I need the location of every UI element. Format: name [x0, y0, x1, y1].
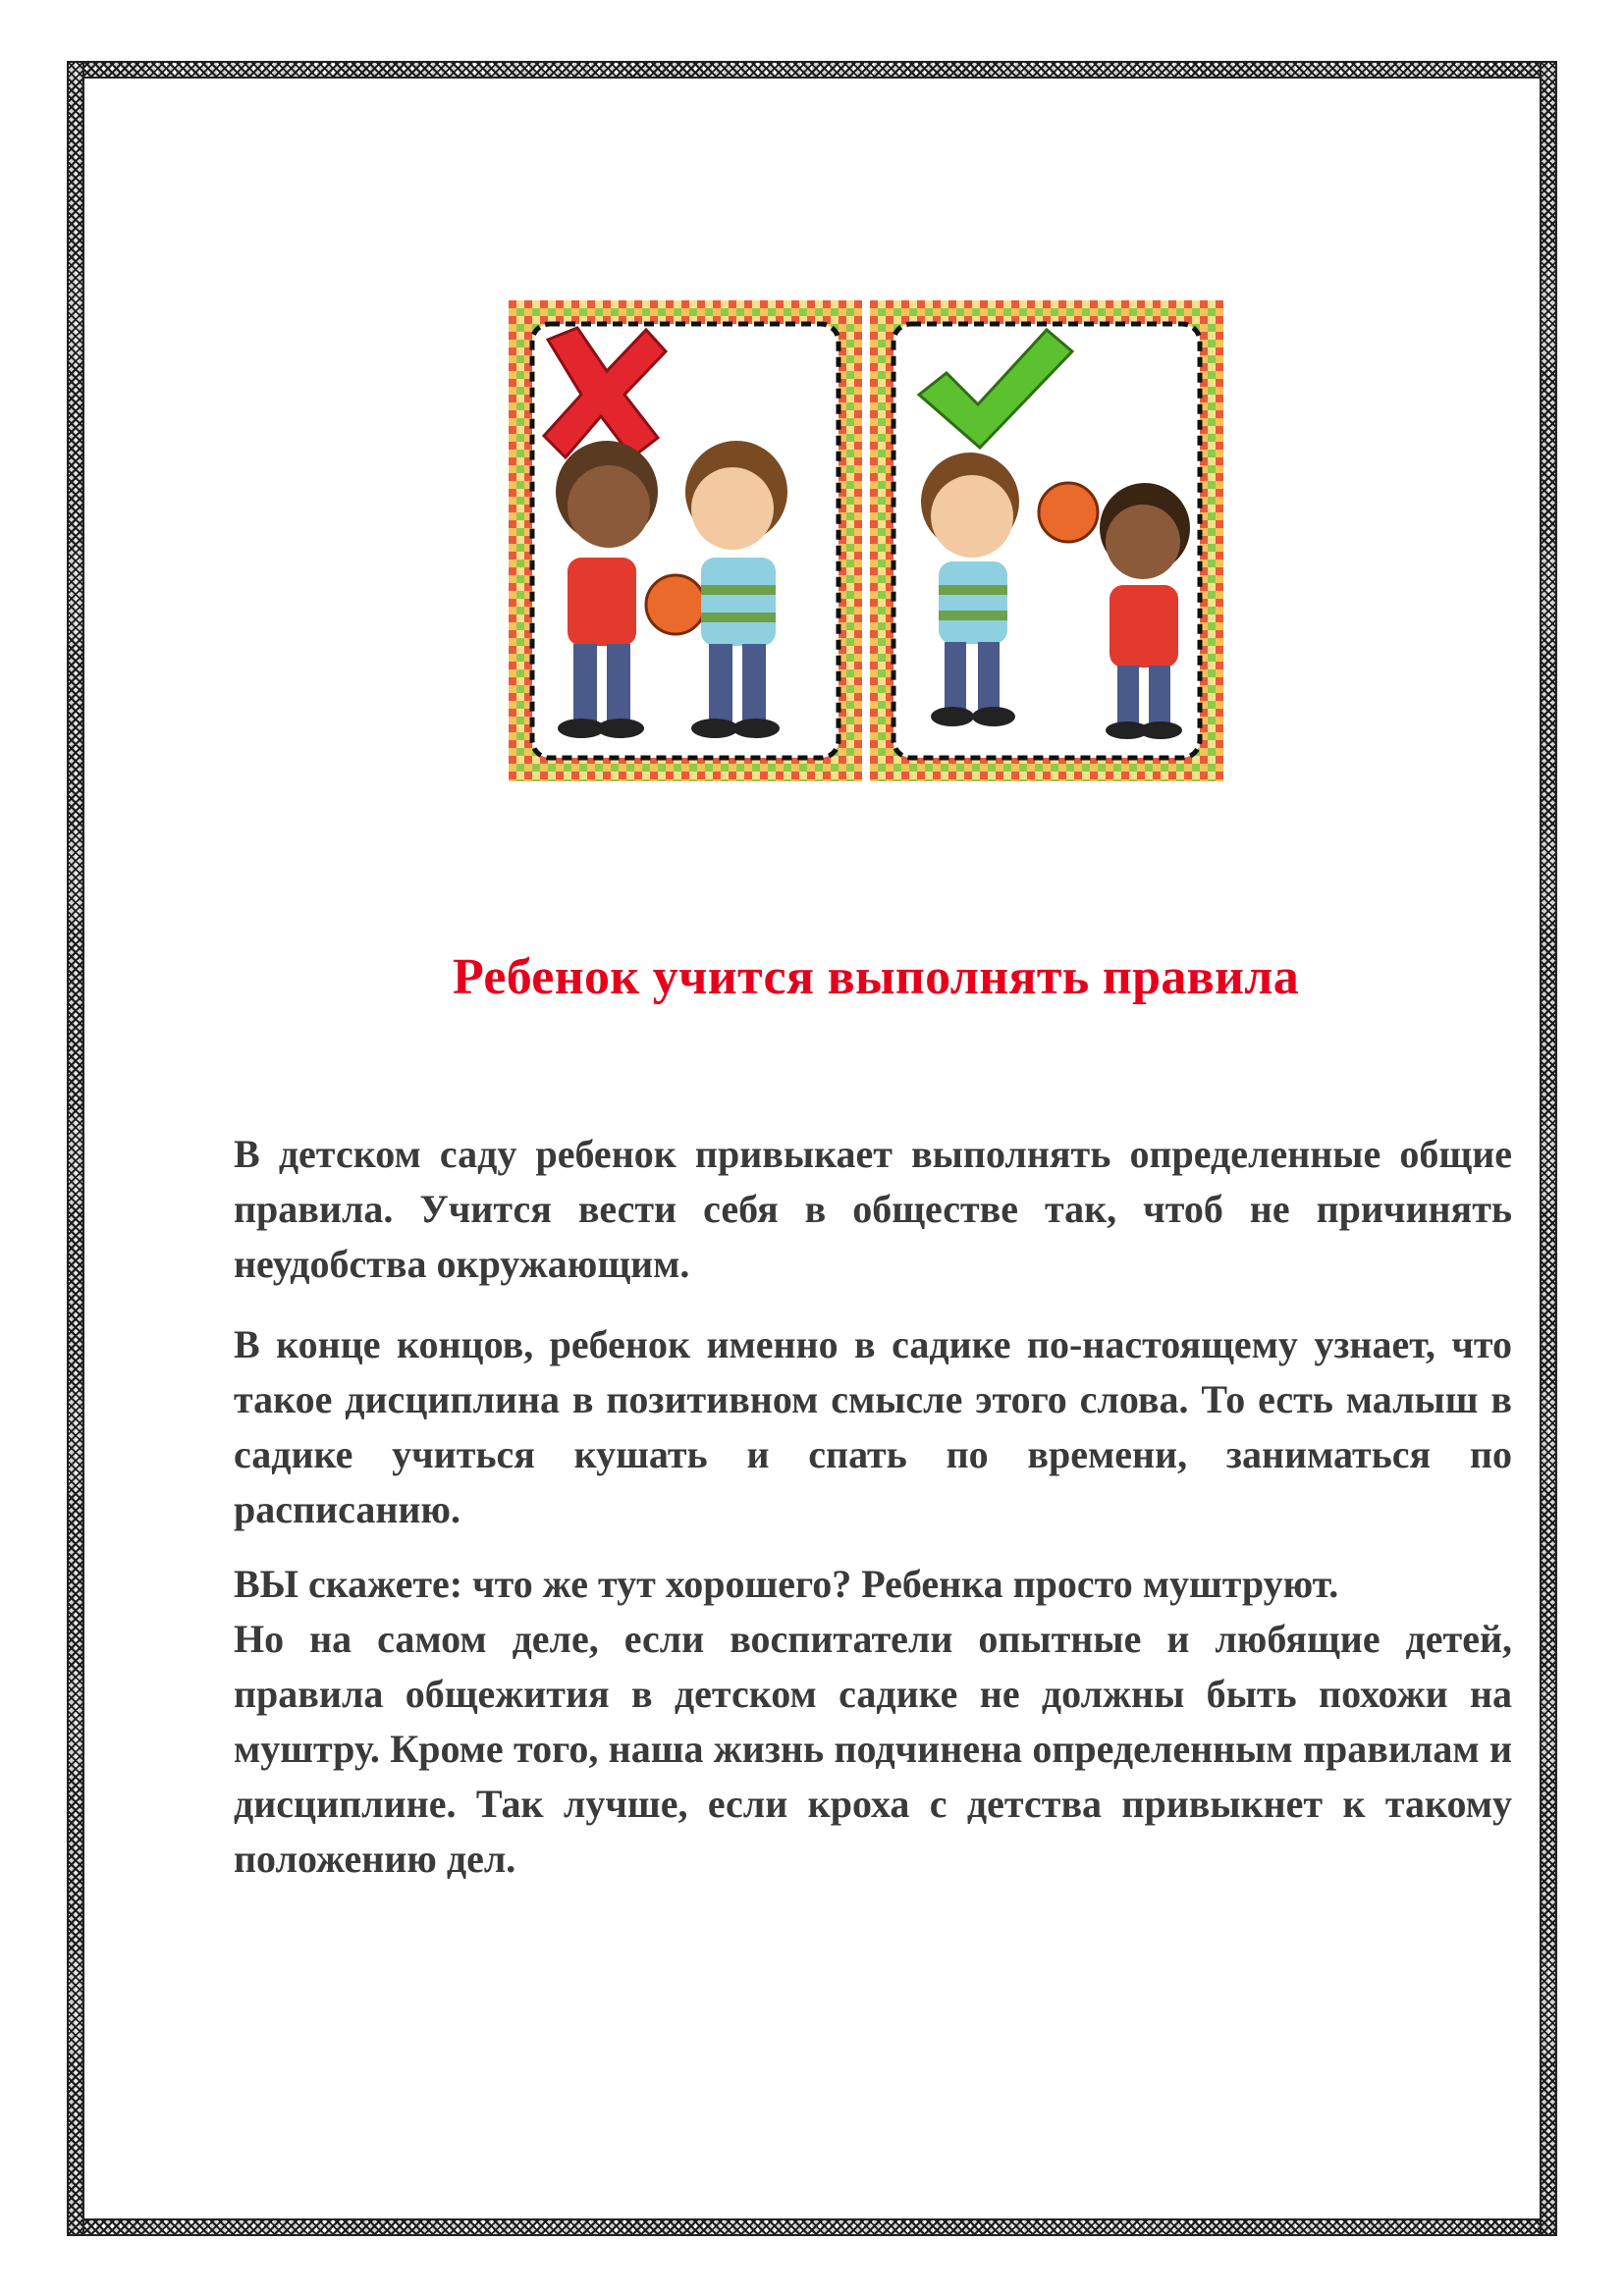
wrong-example-card: [509, 300, 862, 781]
rules-illustration: [509, 300, 1223, 781]
paragraph-1: В детском саду ребенок привыкает выполнять определенные общие правила. Учится вести себя в обществе так, чтоб не причинять неудобства окружающим.: [234, 1132, 1512, 1286]
paragraph-4: Но на самом деле, если воспитатели опытные и любящие детей, правила общежития в детском садике не должны быть похожи на муштру. Кроме того, наша жизнь подчинена определенным правилам и дисциплине. Так лучше, если кроха с детства привыкнет к такому положению дел.: [234, 1617, 1512, 1881]
correct-example-card: [870, 300, 1223, 781]
page-border-left: [67, 61, 84, 2236]
page-border-top: [67, 61, 1557, 79]
paragraph-3: ВЫ скажете: что же тут хорошего? Ребенка просто муштруют.: [234, 1562, 1339, 1606]
page-border-right: [1540, 61, 1557, 2236]
paragraph-2: В конце концов, ребенок именно в садике по-настоящему узнает, что такое дисциплина в позитивном смысле этого слова. То есть малыш в садике учиться кушать и спать по времени, заниматься по расписанию.: [234, 1322, 1512, 1531]
page-border-bottom: [67, 2218, 1557, 2236]
page-title: Ребенок учится выполнять правила: [452, 949, 1300, 1005]
body-text: [234, 1127, 1512, 1887]
